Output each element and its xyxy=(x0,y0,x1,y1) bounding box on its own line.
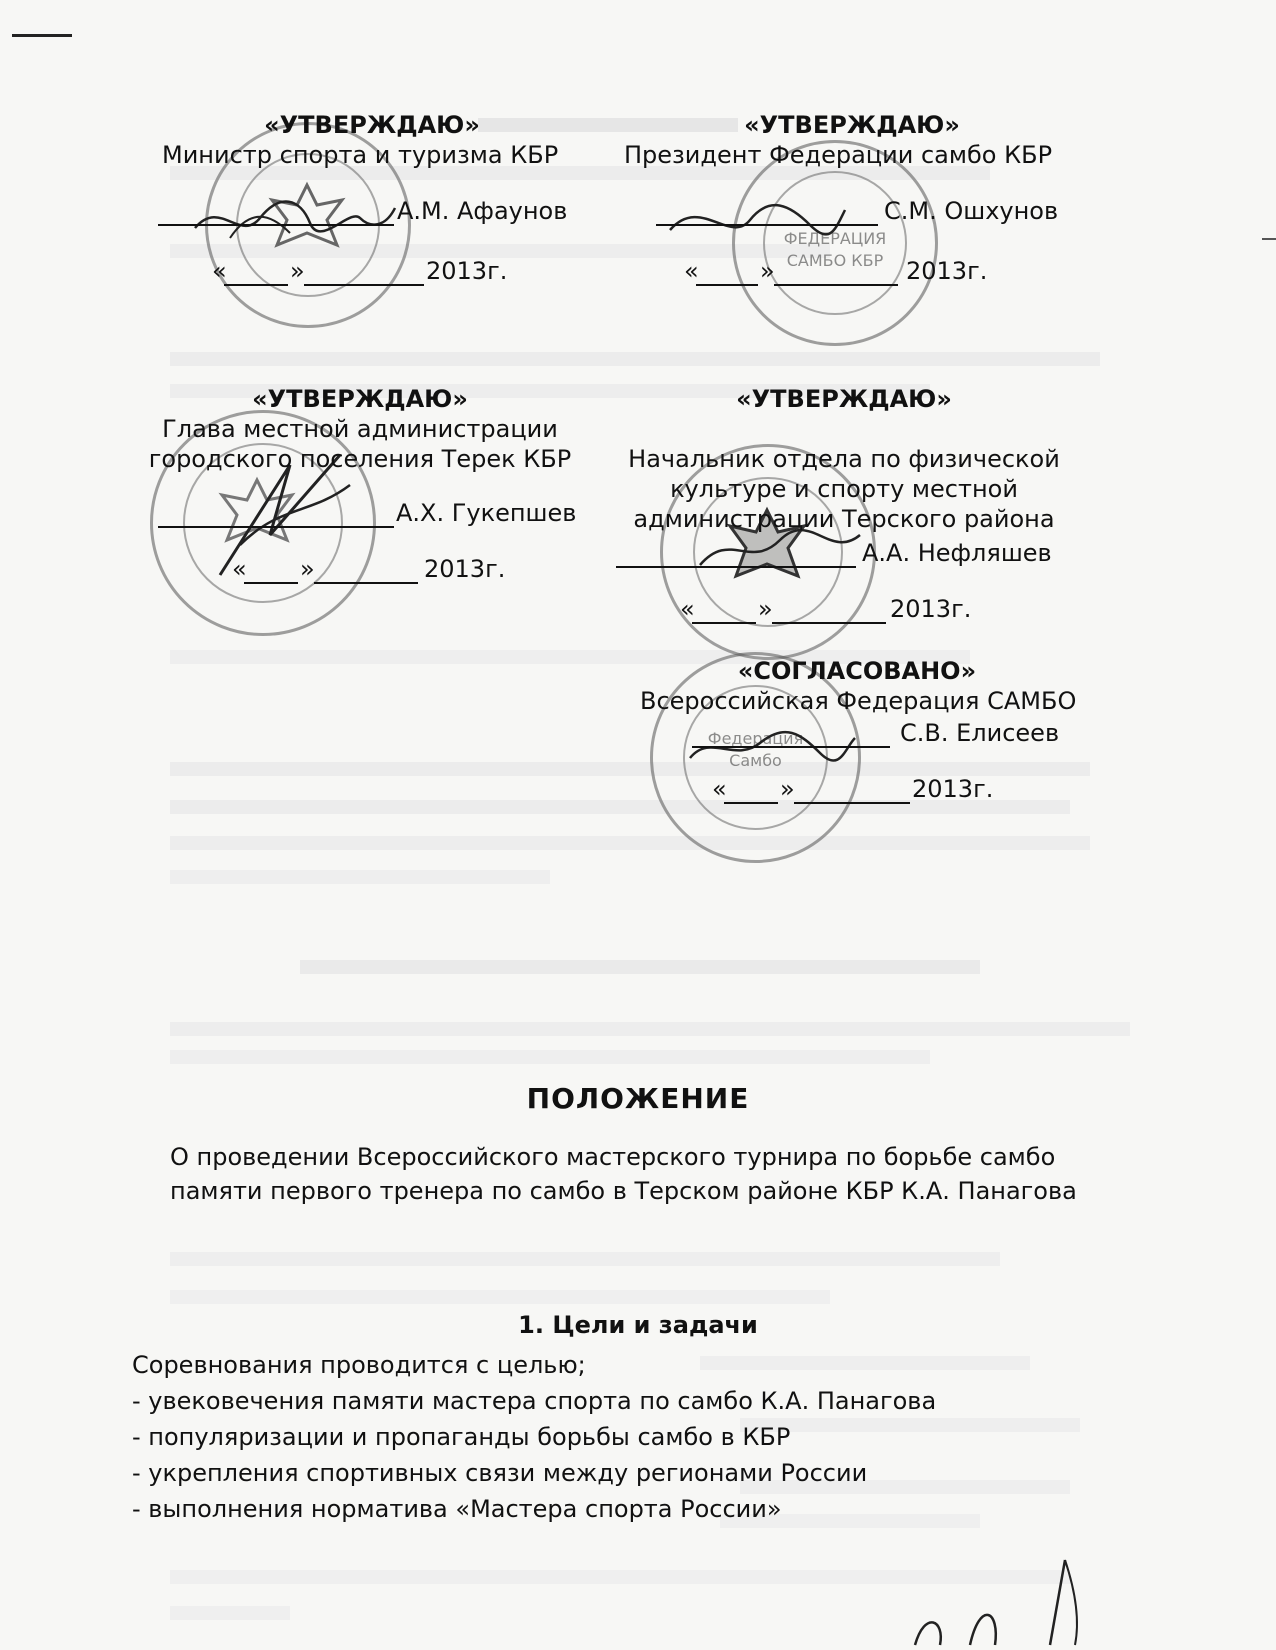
date-line-row xyxy=(632,774,1082,808)
seal-text-line1: Федерация xyxy=(707,729,804,748)
signature-line xyxy=(158,526,394,528)
date-year: 2013г. xyxy=(906,257,988,285)
date-quote-close: » xyxy=(760,257,775,285)
date-quote-close: » xyxy=(780,775,795,803)
month-line xyxy=(774,284,898,286)
date-line-row xyxy=(152,256,572,290)
signature-line-row xyxy=(614,536,1074,570)
day-line xyxy=(696,284,758,286)
goal-item: - увековечения памяти мастера спорта по самбо К.А. Панагова xyxy=(132,1387,937,1415)
date-year: 2013г. xyxy=(426,257,508,285)
seal-text-line2: Самбо xyxy=(729,751,782,770)
approval-heading: «УТВЕРЖДАЮ» xyxy=(744,111,960,139)
date-line-row xyxy=(614,594,1074,628)
signature-line xyxy=(158,224,394,226)
date-year: 2013г. xyxy=(912,775,994,803)
month-line xyxy=(772,622,886,624)
agreement-russian-federation xyxy=(632,656,1082,808)
approval-heading: «УТВЕРЖДАЮ» xyxy=(736,385,952,413)
date-year: 2013г. xyxy=(890,595,972,623)
date-line-row xyxy=(140,554,580,588)
goals-list xyxy=(132,1347,936,1527)
approval-terek-head xyxy=(140,384,580,588)
goals-intro: Соревнования проводится с целью; xyxy=(132,1351,586,1379)
signature-line-row xyxy=(632,716,1082,750)
subtitle-line1: О проведении Всероссийского мастерского турнира по борьбе самбо xyxy=(170,1143,1056,1171)
day-line xyxy=(724,802,778,804)
approval-position-line3: администрации Терского района xyxy=(633,505,1055,533)
scan-corner-mark xyxy=(12,34,72,37)
date-quote-open: « xyxy=(212,257,227,285)
goal-item: - выполнения норматива «Мастера спорта России» xyxy=(132,1495,782,1523)
document-subtitle xyxy=(170,1140,1130,1208)
date-year: 2013г. xyxy=(424,555,506,583)
goal-item: - популяризации и пропаганды борьбы самбо в КБР xyxy=(132,1423,791,1451)
day-line xyxy=(224,284,288,286)
goal-item: - укрепления спортивных связи между регионами России xyxy=(132,1459,868,1487)
date-quote-close: » xyxy=(300,555,315,583)
approval-position: Министр спорта и туризма КБР xyxy=(162,141,559,169)
month-line xyxy=(314,582,418,584)
signatory-name: А.А. Нефляшев xyxy=(862,539,1052,567)
month-line xyxy=(304,284,424,286)
signature-line xyxy=(616,566,856,568)
signature-line xyxy=(692,746,890,748)
month-line xyxy=(794,802,910,804)
day-line xyxy=(244,582,298,584)
page-initials-signature xyxy=(900,1550,1130,1650)
approval-position-line1: Глава местной администрации xyxy=(162,415,558,443)
scan-edge-mark xyxy=(1262,238,1276,240)
subtitle-line2: памяти первого тренера по самбо в Терском районе КБР К.А. Панагова xyxy=(170,1177,1077,1205)
approval-position-line2: городского поселения Терек КБР xyxy=(148,445,572,473)
signatory-name: С.В. Елисеев xyxy=(900,719,1060,747)
signature-line xyxy=(656,224,878,226)
agreement-position: Всероссийская Федерация САМБО xyxy=(640,687,1077,715)
approval-position-line2: культуре и спорту местной xyxy=(670,475,1018,503)
date-line-row xyxy=(622,256,1062,290)
date-quote-close: » xyxy=(758,595,773,623)
approval-sambo-president xyxy=(622,110,1062,290)
approval-position: Президент Федерации самбо КБР xyxy=(624,141,1053,169)
approval-sport-minister xyxy=(152,110,572,290)
date-quote-open: « xyxy=(680,595,695,623)
signatory-name: С.М. Ошхунов xyxy=(884,197,1059,225)
approval-heading: «УТВЕРЖДАЮ» xyxy=(264,111,480,139)
day-line xyxy=(692,622,756,624)
signature-line-row xyxy=(152,194,572,228)
seal-text-line1: ФЕДЕРАЦИЯ xyxy=(783,229,887,248)
signature-line-row xyxy=(622,194,1062,228)
document-title: ПОЛОЖЕНИЕ xyxy=(526,1082,750,1115)
date-quote-open: « xyxy=(232,555,247,583)
date-quote-close: » xyxy=(290,257,305,285)
seal-text-line2: САМБО КБР xyxy=(786,251,884,270)
approval-heading: «УТВЕРЖДАЮ» xyxy=(252,385,468,413)
date-quote-open: « xyxy=(712,775,727,803)
agreement-heading: «СОГЛАСОВАНО» xyxy=(737,657,977,685)
approval-position-line1: Начальник отдела по физической xyxy=(628,445,1060,473)
signature-line-row xyxy=(140,496,580,530)
date-quote-open: « xyxy=(684,257,699,285)
signatory-name: А.Х. Гукепшев xyxy=(396,499,577,527)
section-title: 1. Цели и задачи xyxy=(518,1311,758,1339)
signatory-name: А.М. Афаунов xyxy=(397,197,568,225)
approval-sport-dept-head xyxy=(614,384,1074,628)
